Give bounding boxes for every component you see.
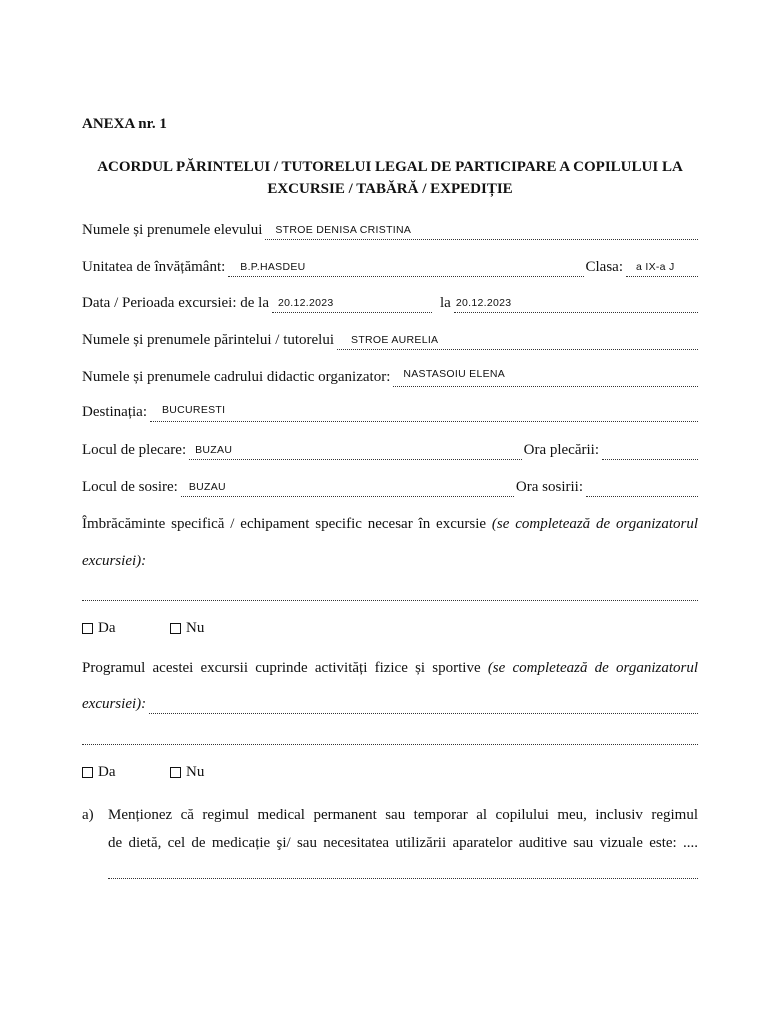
student-name-field[interactable] bbox=[265, 225, 698, 240]
departure-place-label: Locul de plecare: bbox=[82, 442, 187, 458]
program-no-option[interactable] bbox=[170, 764, 204, 781]
teacher-name-label: Numele și prenumele cadrului didactic organizator: bbox=[82, 369, 391, 385]
title-line-1: ACORDUL PĂRINTELUI / TUTORELUI LEGAL DE PARTICIPARE A COPILULUI LA bbox=[97, 159, 683, 175]
class-field[interactable] bbox=[626, 262, 698, 277]
program-yes-option[interactable] bbox=[82, 764, 116, 781]
item-a-line-1: Menționez că regimul medical permanent sau temporar al copilului meu, inclusiv regimul bbox=[108, 807, 698, 823]
program-note-end: excursiei): bbox=[82, 696, 147, 712]
period-to-value: 20.12.2023 bbox=[455, 297, 512, 309]
period-from-label: Data / Perioada excursiei: de la bbox=[82, 295, 270, 311]
checkbox-icon[interactable] bbox=[82, 767, 93, 778]
teacher-name-value: NASTASOIU ELENA bbox=[403, 368, 506, 380]
equipment-yes-option[interactable] bbox=[82, 620, 116, 637]
equipment-answer-line[interactable] bbox=[82, 598, 698, 601]
checkbox-icon[interactable] bbox=[170, 623, 181, 634]
period-row bbox=[82, 295, 698, 317]
school-label: Unitatea de învățământ: bbox=[82, 259, 226, 275]
item-a-body bbox=[108, 801, 698, 857]
period-to-label: la bbox=[440, 295, 451, 311]
period-from-field[interactable] bbox=[272, 298, 432, 313]
program-note-end-row bbox=[82, 696, 698, 718]
class-label: Clasa: bbox=[585, 259, 623, 275]
title-line-2: EXCURSIE / TABĂRĂ / EXPEDIȚIE bbox=[267, 181, 513, 197]
arrival-time-label: Ora sosirii: bbox=[515, 479, 583, 495]
period-to-field[interactable] bbox=[454, 298, 698, 313]
destination-value: BUCURESTI bbox=[161, 404, 226, 416]
departure-row bbox=[82, 442, 698, 464]
equipment-note: (se completează de organizatorul bbox=[491, 516, 698, 532]
arrival-time-field[interactable] bbox=[586, 482, 698, 497]
departure-time-label: Ora plecării: bbox=[523, 442, 599, 458]
medical-regime-answer-line[interactable] bbox=[108, 876, 698, 879]
equipment-note-end-row bbox=[82, 553, 698, 575]
student-name-row bbox=[82, 222, 698, 244]
document-title bbox=[82, 156, 698, 200]
school-value: B.P.HASDEU bbox=[240, 261, 306, 273]
item-a-marker: a) bbox=[82, 807, 94, 823]
equipment-yes-label: Da bbox=[98, 620, 116, 636]
program-no-label: Nu bbox=[186, 764, 205, 780]
destination-row bbox=[82, 404, 698, 426]
departure-time-field[interactable] bbox=[602, 445, 698, 460]
departure-place-value: BUZAU bbox=[195, 444, 233, 456]
checkbox-icon[interactable] bbox=[170, 767, 181, 778]
destination-field[interactable] bbox=[150, 404, 698, 422]
period-from-value: 20.12.2023 bbox=[278, 297, 334, 309]
program-yes-label: Da bbox=[98, 764, 116, 780]
program-answer-field[interactable] bbox=[149, 699, 698, 714]
teacher-name-row bbox=[82, 369, 698, 391]
item-a-line-2: de dietă, cel de medicație şi/ sau necesitatea utilizării aparatelor auditive sau vizuale este: .... bbox=[108, 835, 698, 851]
departure-place-field[interactable] bbox=[189, 445, 522, 460]
arrival-place-label: Locul de sosire: bbox=[82, 479, 178, 495]
annex-label: ANEXA nr. 1 bbox=[82, 116, 167, 132]
destination-label: Destinația: bbox=[82, 404, 147, 420]
teacher-name-field[interactable] bbox=[393, 368, 698, 387]
program-text: Programul acestei excursii cuprinde activități fizice și sportive bbox=[82, 660, 481, 676]
parent-name-value: STROE AURELIA bbox=[351, 334, 439, 346]
school-field[interactable] bbox=[228, 262, 583, 277]
program-paragraph bbox=[82, 660, 698, 677]
parent-name-row bbox=[82, 332, 698, 354]
student-name-value: STROE DENISA CRISTINA bbox=[275, 224, 412, 236]
arrival-place-field[interactable] bbox=[181, 482, 514, 497]
equipment-no-label: Nu bbox=[186, 620, 205, 636]
parent-name-field[interactable] bbox=[337, 335, 698, 350]
arrival-row bbox=[82, 479, 698, 501]
parent-name-label: Numele și prenumele părintelui / tutorelui bbox=[82, 332, 335, 348]
program-answer-line[interactable] bbox=[82, 742, 698, 745]
arrival-place-value: BUZAU bbox=[188, 481, 226, 493]
program-note: (se completează de organizatorul bbox=[487, 660, 698, 676]
medical-regime-item bbox=[82, 801, 698, 861]
equipment-note-end: excursiei): bbox=[82, 553, 147, 569]
checkbox-icon[interactable] bbox=[82, 623, 93, 634]
class-value: a IX-a J bbox=[636, 261, 675, 273]
school-row bbox=[82, 259, 698, 281]
equipment-text: Îmbrăcăminte specifică / echipament specific necesar în excursie bbox=[82, 516, 487, 532]
student-name-label: Numele și prenumele elevului bbox=[82, 222, 263, 238]
equipment-no-option[interactable] bbox=[170, 620, 204, 637]
equipment-paragraph bbox=[82, 516, 698, 533]
